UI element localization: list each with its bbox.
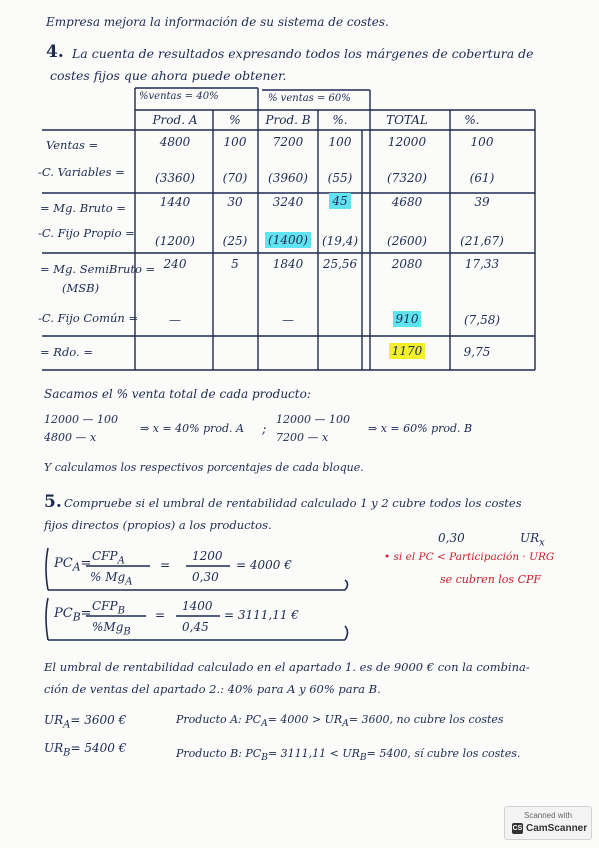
notes-line2: Y calculamos los respectivos porcentajes de cada bloque. <box>44 461 364 474</box>
pc-a-lhs: $PC_A=$ <box>54 556 92 574</box>
cell: 7200 <box>272 135 304 149</box>
cell-highlight-cyan: (1400) <box>260 234 316 246</box>
col-header-prod-a: Prod. A <box>152 113 198 127</box>
cell: 30 <box>227 195 243 209</box>
cell-highlight-cyan: 45 <box>320 195 360 207</box>
pc-b-den: $\%Mg_B$ <box>92 620 131 638</box>
row-label-c-fijo-propio: -C. Fijo Propio = <box>38 226 135 240</box>
cell: 4680 <box>391 195 423 209</box>
row-label-mg-semibruto: = Mg. SemiBruto = <box>40 262 156 276</box>
cell: 9,75 <box>463 345 491 359</box>
col-header-total: TOTAL <box>386 113 428 127</box>
cell: 4800 <box>159 135 191 149</box>
side-note-top-right: $UR_x$ <box>520 531 545 549</box>
cell: (55) <box>327 171 353 185</box>
cell: — <box>282 313 294 327</box>
row-label-mg-bruto: = Mg. Bruto = <box>40 201 126 215</box>
cell: (21,67) <box>460 234 504 248</box>
cell-highlight-cyan: 910 <box>372 313 442 325</box>
ur-a: $UR_A= 3600$ € <box>44 713 127 731</box>
pc-a-result: = 4000 € <box>236 558 292 572</box>
calc-b-bottom: 7200 — x <box>276 431 329 444</box>
cell: 1440 <box>159 195 191 209</box>
pc-b-num: $CFP_B$ <box>92 599 125 617</box>
cell: (7320) <box>387 171 427 185</box>
row-label-msb: (MSB) <box>62 281 100 295</box>
pc-b-lhs: $PC_B=$ <box>54 606 92 624</box>
calc-separator: ; <box>262 422 267 437</box>
calc-a-bottom: 4800 — x <box>44 431 97 444</box>
q5-title-line2: fijos directos (propios) a los productos. <box>44 518 272 532</box>
cell: 100 <box>223 135 247 149</box>
side-note-top-left: 0,30 <box>438 531 465 545</box>
col-header-pct-b: %. <box>332 113 348 127</box>
conclusion-line2: ción de ventas del apartado 2.: 40% para A y 60% para B. <box>44 682 381 696</box>
cell: (25) <box>222 234 248 248</box>
camscanner-logo-icon: CS <box>512 825 523 832</box>
pc-a-den2: 0,30 <box>192 570 219 584</box>
pc-b-num2: 1400 <box>182 599 213 613</box>
cell: (2600) <box>387 234 427 248</box>
q4-number: 4. <box>46 42 64 62</box>
cell: (70) <box>222 171 248 185</box>
calc-b-top: 12000 — 100 <box>276 413 350 426</box>
row-label-rdo: = Rdo. = <box>40 345 93 359</box>
cell: 25,56 <box>322 257 358 271</box>
calc-b-result: ⇒ x = 60% prod. B <box>368 422 473 435</box>
group-header-a: %ventas = 40% <box>139 91 219 102</box>
intro-text: Empresa mejora la información de su sistema de costes. <box>46 15 389 29</box>
prod-a-check: Producto A: $PC_A= 4000 > UR_A= 3600$, no cubre los costes <box>176 713 504 730</box>
row-label-ventas: Ventas = <box>46 138 99 152</box>
cell-highlight-yellow: 1170 <box>372 345 442 357</box>
cell: (19,4) <box>321 234 359 248</box>
cell: 100 <box>470 135 494 149</box>
prod-b-check: Producto B: $PC_B= 3111,11 < UR_B= 5400$, sí cubre los costes. <box>176 747 521 764</box>
notes-line1: Sacamos el % venta total de cada producto: <box>44 387 311 401</box>
cell: (3360) <box>155 171 195 185</box>
col-header-pct-total: %. <box>464 113 480 127</box>
q4-title-line1: La cuenta de resultados expresando todos los márgenes de cobertura de <box>72 46 534 61</box>
cell: (3960) <box>268 171 308 185</box>
cell: (1200) <box>155 234 195 248</box>
cell: (7,58) <box>463 313 501 327</box>
ur-b: $UR_B= 5400$ € <box>44 741 127 759</box>
calc-a-result: ⇒ x = 40% prod. A <box>140 422 244 435</box>
cell: 3240 <box>272 195 304 209</box>
cell: 17,33 <box>464 257 500 271</box>
calc-a-top: 12000 — 100 <box>44 413 118 426</box>
row-label-c-fijo-comun: -C. Fijo Común = <box>38 311 139 325</box>
q5-title-line1: Compruebe si el umbral de rentabilidad calculado 1 y 2 cubre todos los costes <box>64 496 522 510</box>
camscanner-app-name: CamScanner <box>526 823 588 834</box>
cell: 2080 <box>391 257 423 271</box>
conclusion-line1: El umbral de rentabilidad calculado en el apartado 1. es de 9000 € con la combina- <box>44 660 530 674</box>
col-header-prod-b: Prod. B <box>265 113 311 127</box>
q4-title-line2: costes fijos que ahora puede obtener. <box>50 68 287 83</box>
cell: — <box>169 313 181 327</box>
pc-b-den2: 0,45 <box>182 620 209 634</box>
cell: 5 <box>231 257 239 271</box>
camscanner-badge <box>504 806 592 840</box>
q5-number: 5. <box>44 492 62 512</box>
scanned-page: Empresa mejora la información de su sistema de costes. 4. La cuenta de resultados expresando todos los márgenes de cobertura de costes fijos que ahora puede obtener. %ventas = 40% % ventas = 60% Prod. A % Prod. B %. TOTAL %. Ventas = 4800 100 7200 100 12000 100 -C. Variables = (3360) (70) (3960) (55) (7320) (61) = Mg. Bruto = 1440 30 3240 45 4680 39 -C. Fijo Propio = (1200) (25) (1400) (19,4) (2600) (21,67) = Mg. SemiBruto = (MSB) 240 5 1840 25,56 2080 17,33 -C. Fijo Común = — — 910 (7,58) = Rdo. = 1170 9,75 Sacamos el % venta total de cada producto: 12000 — 100 4800 — x ⇒ x = 40% prod. A ; 12000 — 100 7200 — x ⇒ x = 60% prod. B Y calculamos los respectivos porcentajes de cada bloque. 5. Compruebe si el umbral de rentabilidad calculado 1 y 2 cubre todos los costes fijos directos (propios) a los productos. $PC_A=$ $CFP_A$ % $Mg_A$ = 1200 0,30 = 4000 € $PC_B=$ $CFP_B$ $\%Mg_B$ = 1400 0,45 = 3111,11 € 0,30 $UR_x$ • si el PC < Participación · URG se cubren los CPF El umbral de rentabilidad calculado en el apartado 1. es de 9000 € con la combina- ción de ventas del apartado 2.: 40% para A y 60% para B. $UR_A= 3600$ € Producto A: $PC_A= 4000 > UR_A= 3600$, no cubre los costes $UR_B= 5400$ € Producto B: $PC_B= 3111,11 < UR_B= 5400$, sí cubre los costes. Scanned with CS CamScanner <box>0 0 599 848</box>
side-rule2: se cubren los CPF <box>440 573 542 586</box>
scanned-with-text: Scanned with <box>523 811 573 820</box>
pc-a-num: $CFP_A$ <box>92 549 125 567</box>
pc-a-num2: 1200 <box>192 549 223 563</box>
cell: 39 <box>474 195 490 209</box>
cell: 1840 <box>272 257 304 271</box>
row-label-c-variables: -C. Variables = <box>38 165 125 179</box>
cell: (61) <box>469 171 495 185</box>
group-header-b: % ventas = 60% <box>268 93 351 104</box>
pc-a-den: % $Mg_A$ <box>90 570 133 588</box>
cell: 100 <box>328 135 352 149</box>
col-header-pct-a: % <box>229 113 241 127</box>
pc-b-result: = 3111,11 € <box>224 608 299 622</box>
cell: 12000 <box>387 135 427 149</box>
side-rule: • si el PC < Participación · URG <box>384 551 555 563</box>
cell: 240 <box>163 257 187 271</box>
